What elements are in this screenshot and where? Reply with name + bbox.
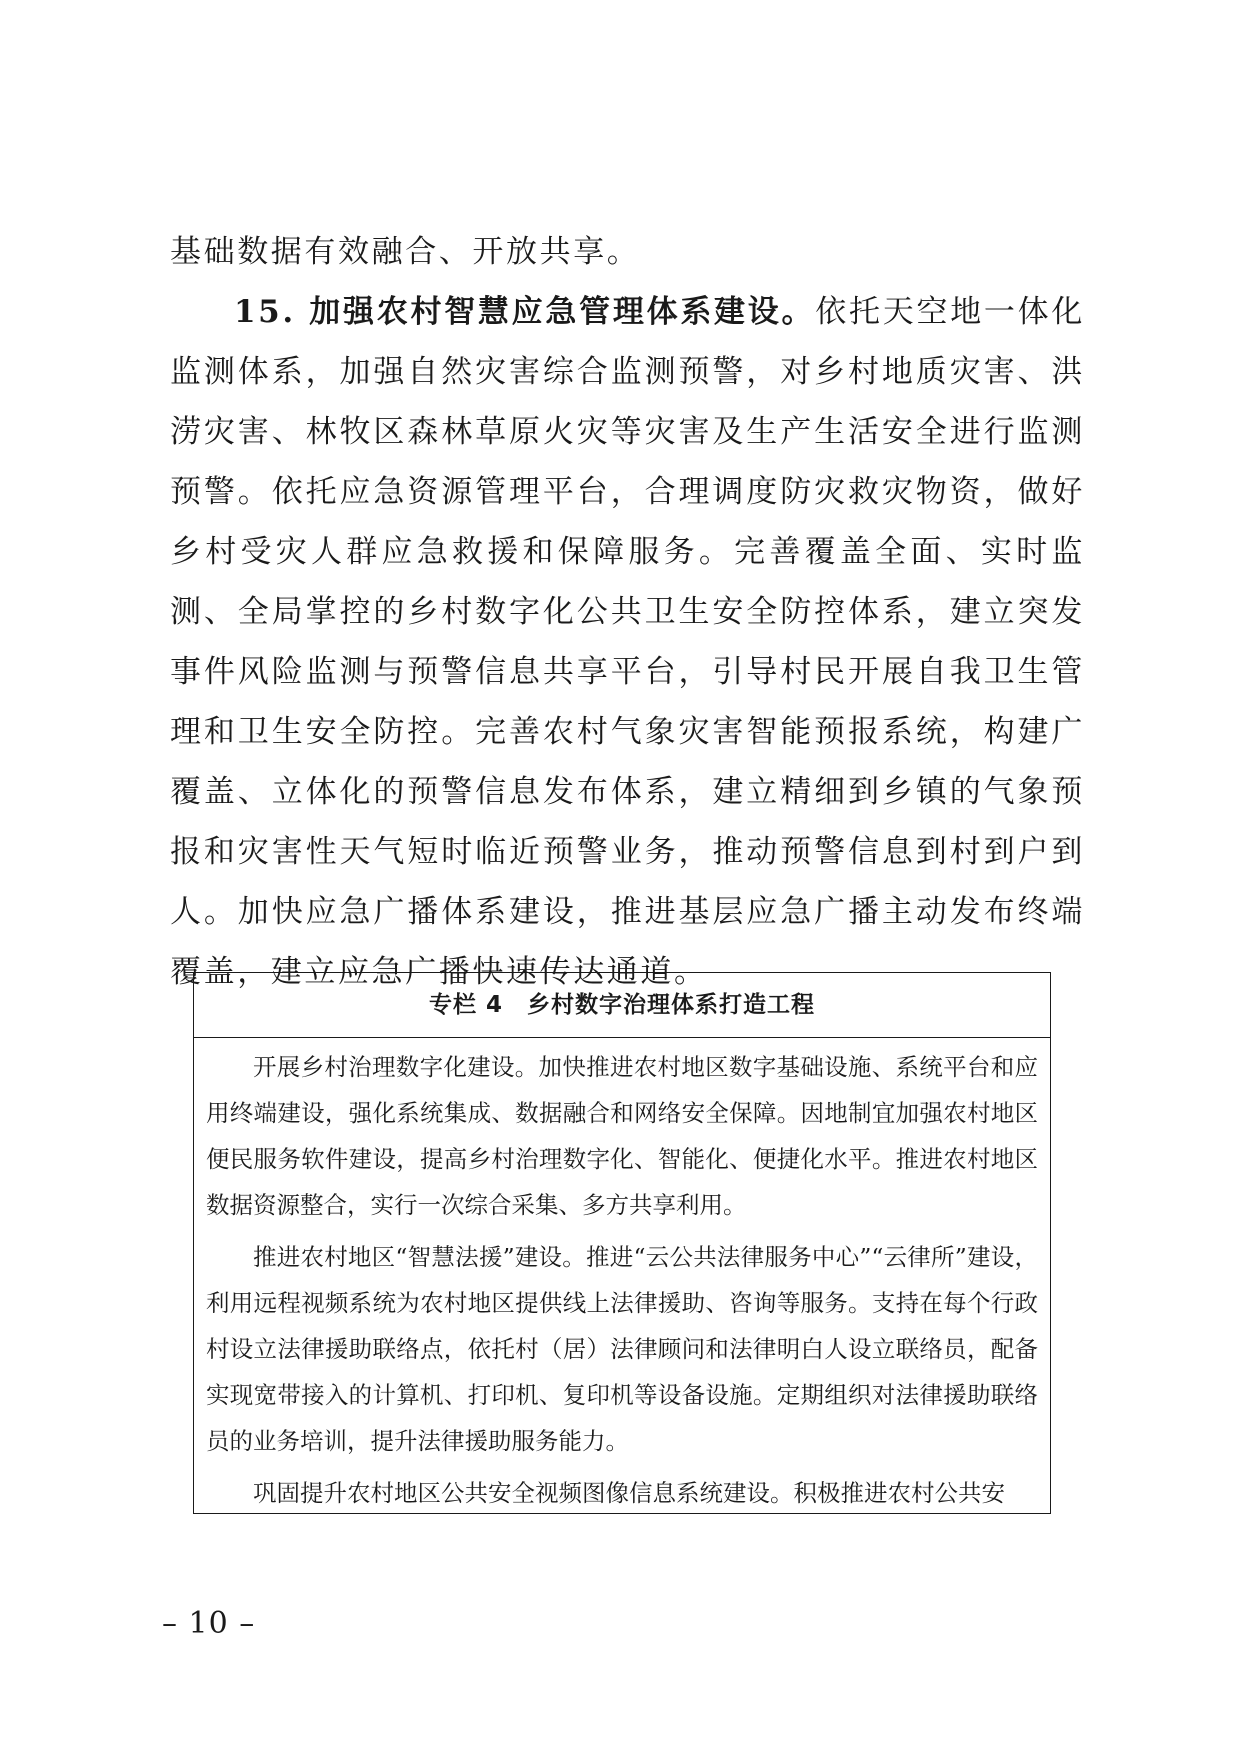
page-number: – 10 – [162,1606,256,1641]
column-box-paragraph: 推进农村地区“智慧法援”建设。推进“云公共法律服务中心”“云律所”建设，利用远程视频系统为农村地区提供线上法律援助、咨询等服务。支持在每个行政村设立法律援助联络点，依托村（居）法律顾问和法律明白人设立联络员，配备实现宽带接入的计算机、打印机、复印机等设备设施。定期组织对法律援助联络员的业务培训，提升法律援助服务能力。 [206,1243,1038,1455]
column-box-title: 专栏 4 乡村数字治理体系打造工程 [194,973,1050,1038]
section-text: 依托天空地一体化监测体系，加强自然灾害综合监测预警，对乡村地质灾害、洪涝灾害、林牧区森林草原火灾等灾害及生产生活安全进行监测预警。依托应急资源管理平台，合理调度防灾救灾物资，做好乡村受灾人群应急救援和保障服务。完善覆盖全面、实时监测、全局掌控的乡村数字化公共卫生安全防控体系，建立突发事件风险监测与预警信息共享平台，引导村民开展自我卫生管理和卫生安全防控。完善农村气象灾害智能预报系统，构建广覆盖、立体化的预警信息发布体系，建立精细到乡镇的气象预报和灾害性天气短时临近预警业务，推动预警信息到村到户到人。加快应急广播体系建设，推进基层应急广播主动发布终端覆盖，建立应急广播快速传达通道。 [170,294,1085,990]
column-box [193,972,1051,1514]
paragraph-continuation: 基础数据有效融合、开放共享。 [170,234,641,270]
column-box-paragraph: 开展乡村治理数字化建设。加快推进农村地区数字基础设施、系统平台和应用终端建设，强化系统集成、数据融合和网络安全保障。因地制宜加强农村地区便民服务软件建设，提高乡村治理数字化、智能化、便捷化水平。推进农村地区数据资源整合，实行一次综合采集、多方共享利用。 [206,1053,1038,1219]
column-box-body [194,1038,1050,1514]
main-body-text [170,222,1085,1002]
column-box-paragraph: 巩固提升农村地区公共安全视频图像信息系统建设。积极推进农村公共安 [253,1479,1005,1507]
paragraph-section-15 [170,282,1085,1002]
section-heading: 15. 加强农村智慧应急管理体系建设。 [234,294,816,330]
